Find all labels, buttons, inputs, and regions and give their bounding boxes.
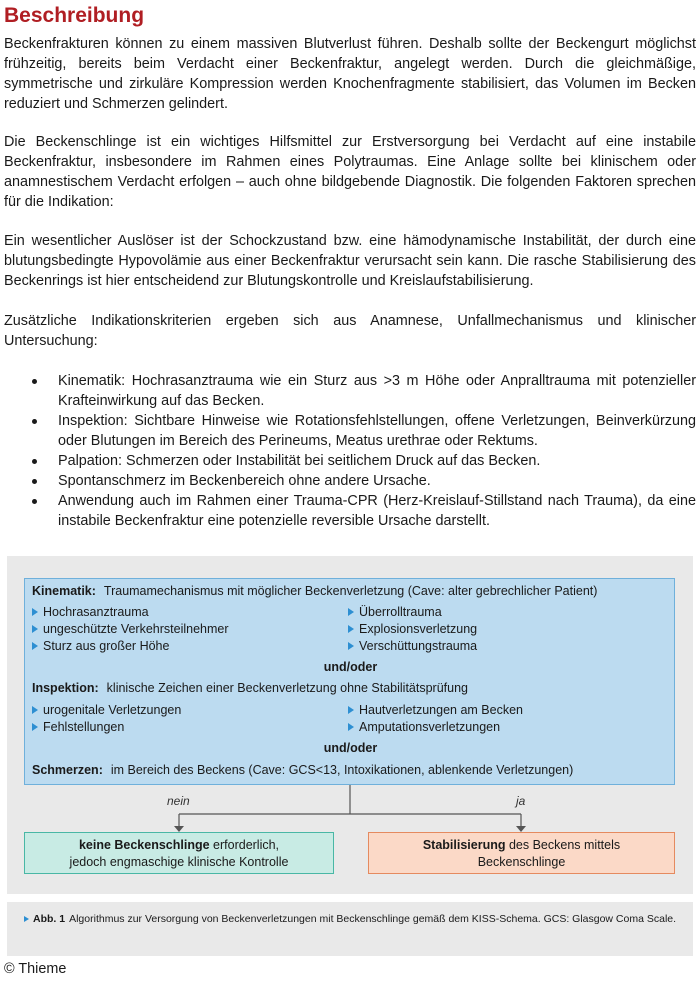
bullet-icon — [32, 379, 37, 384]
list-item — [32, 622, 229, 636]
list-item-text: Inspektion: Sichtbare Hinweise wie Rotationsfehlstellungen, offene Verletzungen, Beinverkürzung oder Blutungen im Bereich des Perineums, Meatus urethrae oder Rektums. — [58, 413, 696, 449]
copyright: © Thieme — [4, 961, 67, 977]
list-item-text: Fehlstellungen — [43, 720, 125, 734]
result-no-line2: jedoch engmaschige klinische Kontrolle — [69, 855, 289, 869]
paragraph: Zusätzliche Indikationskriterien ergeben sich aus Anamnese, Unfallmechanismus und klinischer Untersuchung: — [4, 313, 696, 349]
bullet-icon — [32, 419, 37, 424]
triangle-bullet-icon — [24, 916, 29, 922]
list-item — [4, 471, 696, 491]
result-no-bold: keine Beckenschlinge — [78, 838, 210, 852]
list-item-text: Explosionsverletzung — [359, 622, 478, 636]
list-item-text: urogenitale Verletzungen — [43, 703, 182, 717]
triangle-bullet-icon — [348, 625, 354, 633]
paragraph: Beckenfrakturen können zu einem massiven Blutverlust führen. Deshalb sollte der Beckengurt möglichst frühzeitig, bereits beim Verdacht einer Beckenfraktur, angelegt werden. Durch die gleichmäßige, symmetrische und zirkuläre Kompression werden Knochenfragmente stabilisiert, das Volumen im Becken reduziert und Schmerzen gelindert. — [4, 36, 696, 112]
kiss-algorithm-figure — [7, 556, 693, 894]
list-item — [4, 491, 696, 531]
inspektion-label: Inspektion: — [32, 681, 99, 695]
list-item-text: Verschüttungstrauma — [359, 639, 478, 653]
schmerzen-text: im Bereich des Beckens (Cave: GCS<13, Intoxikationen, ablenkende Verletzungen) — [110, 763, 574, 777]
list-item — [348, 622, 477, 636]
list-item — [348, 720, 500, 734]
caption-text: Algorithmus zur Versorgung von Beckenverletzungen mit Beckenschlinge gemäß dem KISS-Schema. GCS: Glasgow Coma Scale. — [69, 913, 677, 925]
list-item-text: Spontanschmerz im Beckenbereich ohne andere Ursache. — [58, 473, 431, 489]
list-item-text: ungeschützte Verkehrsteilnehmer — [43, 622, 229, 636]
list-item — [32, 720, 124, 734]
triangle-bullet-icon — [348, 608, 354, 616]
page-title: Beschreibung — [4, 4, 145, 27]
branch-yes-label: ja — [516, 794, 526, 808]
schmerzen-label: Schmerzen: — [32, 763, 103, 777]
result-yes-rest: des Beckens mittels — [505, 838, 621, 852]
triangle-bullet-icon — [32, 723, 38, 731]
list-item — [4, 451, 696, 471]
bullet-icon — [32, 459, 37, 464]
list-item-text: Hautverletzungen am Becken — [359, 703, 523, 717]
list-item-text: Anwendung auch im Rahmen einer Trauma-CPR (Herz-Kreislauf-Stillstand nach Trauma), da eine instabile Beckenfraktur eine potenzielle reversible Ursache darstellt. — [58, 493, 696, 529]
triangle-bullet-icon — [32, 625, 38, 633]
branch-no-label: nein — [167, 794, 190, 808]
list-item-text: Hochrasanztrauma — [43, 605, 149, 619]
triangle-bullet-icon — [348, 706, 354, 714]
list-item — [32, 605, 149, 619]
list-item-text: Sturz aus großer Höhe — [43, 639, 170, 653]
paragraph: Ein wesentlicher Auslöser ist der Schockzustand bzw. eine hämodynamische Instabilität, der durch eine blutungsbedingte Hypovolämie aus einer Beckenfraktur verursacht sein kann. Die rasche Stabilisierung des Beckenrings ist hier entscheidend zur Blutungskontrolle und Kreislaufstabilisierung. — [4, 233, 696, 289]
list-item — [4, 371, 696, 411]
indication-list — [4, 371, 696, 531]
inspektion-text: klinische Zeichen einer Beckenverletzung ohne Stabilitätsprüfung — [106, 681, 468, 695]
inspektion-row — [32, 681, 468, 695]
kiss-criteria-box — [24, 578, 675, 785]
kinematik-row — [32, 584, 597, 598]
list-item — [348, 639, 477, 653]
list-item-text: Überrolltrauma — [359, 605, 442, 619]
und-oder-label: und/oder — [323, 741, 378, 755]
triangle-bullet-icon — [32, 706, 38, 714]
triangle-bullet-icon — [348, 642, 354, 650]
triangle-bullet-icon — [32, 642, 38, 650]
result-no-rest: erforderlich, — [209, 838, 280, 852]
figure-caption — [7, 902, 693, 956]
result-yes-line2: Beckenschlinge — [477, 855, 566, 869]
kinematik-text: Traumamechanismus mit möglicher Beckenverletzung (Cave: alter gebrechlicher Patient) — [103, 584, 598, 598]
list-item — [4, 411, 696, 451]
list-item — [348, 605, 442, 619]
result-yes-box — [368, 832, 675, 874]
schmerzen-row — [32, 763, 573, 777]
bullet-icon — [32, 499, 37, 504]
bullet-icon — [32, 479, 37, 484]
caption-label: Abb. 1 — [33, 913, 66, 925]
list-item — [348, 703, 523, 717]
triangle-bullet-icon — [32, 608, 38, 616]
list-item-text: Kinematik: Hochrasanztrauma wie ein Sturz aus >3 m Höhe oder Anpralltrauma mit potenzieller Krafteinwirkung auf das Becken. — [58, 373, 696, 409]
list-item — [32, 639, 169, 653]
list-item-text: Palpation: Schmerzen oder Instabilität bei seitlichem Druck auf das Becken. — [58, 453, 541, 469]
triangle-bullet-icon — [348, 723, 354, 731]
result-yes-bold: Stabilisierung — [422, 838, 506, 852]
list-item — [32, 703, 181, 717]
list-item-text: Amputationsverletzungen — [359, 720, 501, 734]
kinematik-label: Kinematik: — [32, 584, 96, 598]
result-no-box — [24, 832, 334, 874]
paragraph: Die Beckenschlinge ist ein wichtiges Hilfsmittel zur Erstversorgung bei Verdacht auf eine instabile Beckenfraktur, insbesondere im Rahmen eines Polytraumas. Eine Anlage sollte bei klinischem oder anamnestischem Verdacht erfolgen – auch ohne bildgebende Diagnostik. Die folgenden Faktoren sprechen für die Indikation: — [4, 134, 696, 210]
und-oder-label: und/oder — [323, 660, 378, 674]
